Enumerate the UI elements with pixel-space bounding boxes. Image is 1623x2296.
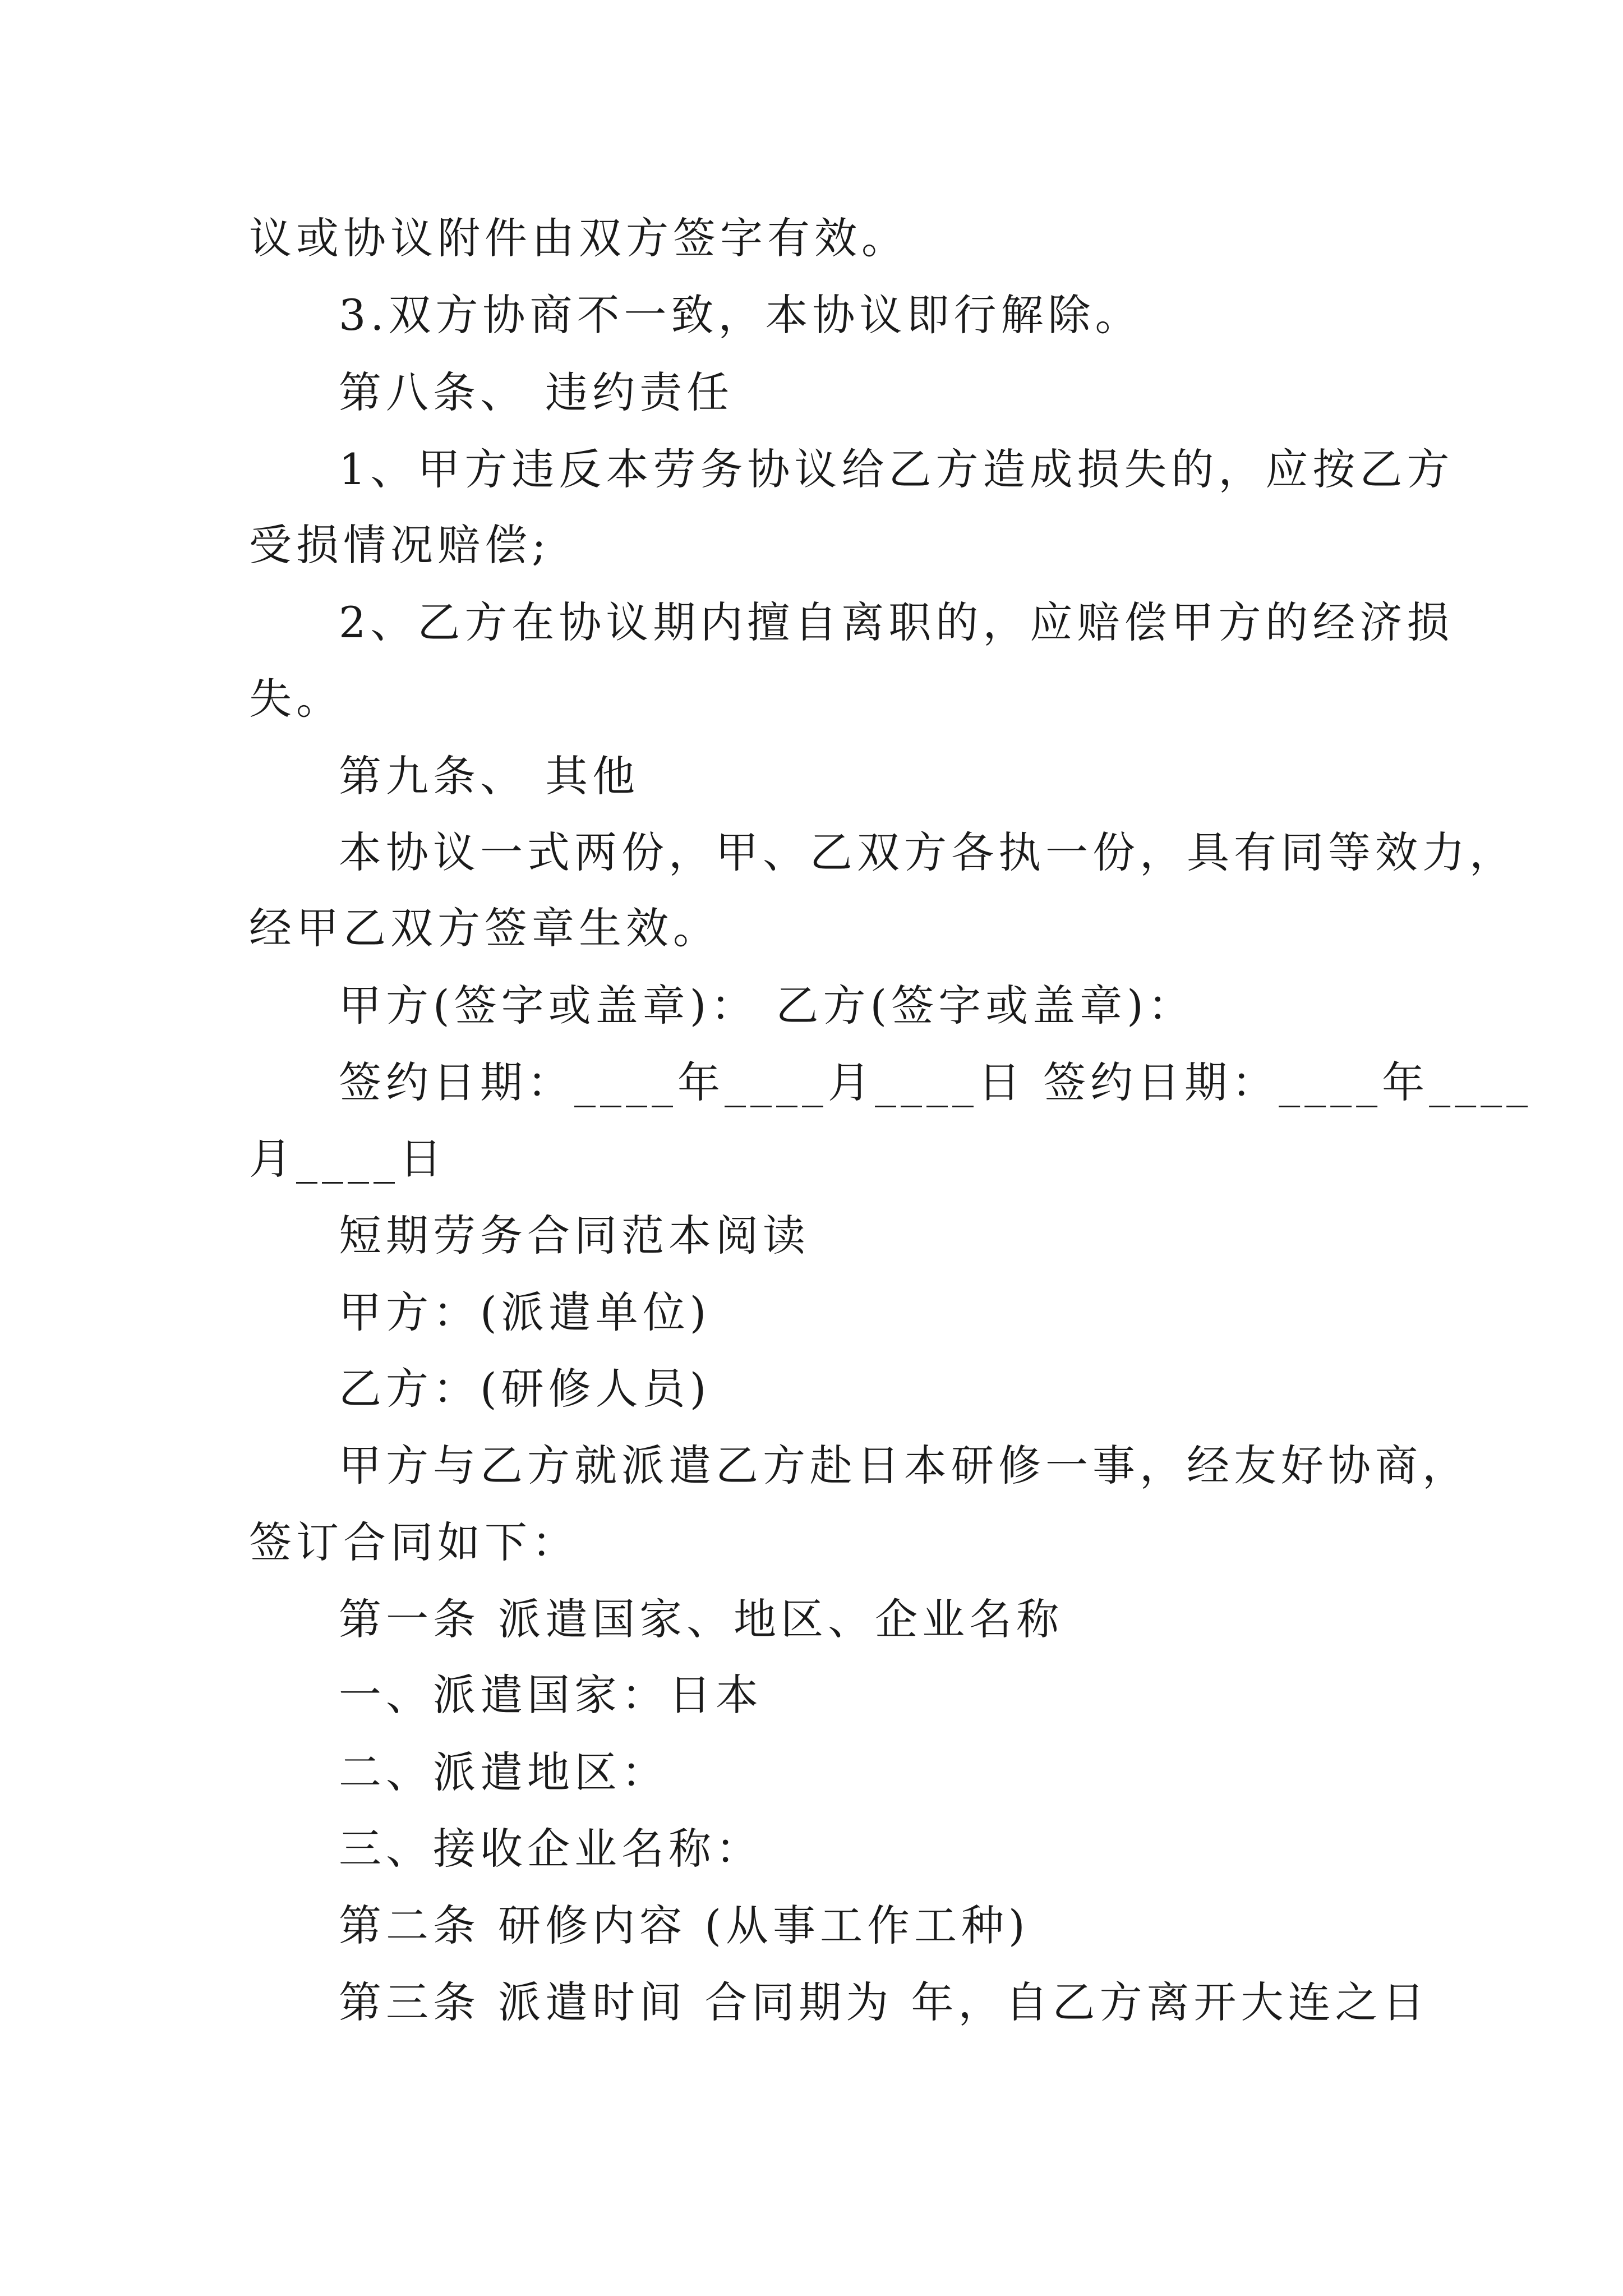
signing-date-line: 签约日期：____年____月____日 签约日期：____年____ <box>339 1057 1533 1107</box>
text-line-clause: 一、派遣国家：日本 <box>339 1670 763 1720</box>
text-line-clause: 3.双方协商不一致，本协议即行解除。 <box>339 290 1142 340</box>
text-line-clause: 本协议一式两份，甲、乙双方各执一份，具有同等效力， <box>339 827 1516 877</box>
article-3-heading: 第三条 派遣时间 合同期为 年，自乙方离开大连之日 <box>339 1977 1430 2027</box>
text-line-clause: 二、派遣地区： <box>339 1747 668 1797</box>
text-line-clause: 甲方与乙方就派遣乙方赴日本研修一事，经友好协商， <box>339 1441 1469 1490</box>
article-9-heading: 第九条、 其他 <box>339 751 640 801</box>
text-line-continuation: 月____日 <box>249 1134 446 1184</box>
article-2-heading: 第二条 研修内容 (从事工作工种) <box>339 1901 1030 1950</box>
text-line-continuation: 失。 <box>249 674 343 724</box>
article-8-heading: 第八条、 违约责任 <box>339 367 734 417</box>
signature-line: 甲方(签字或盖章)： 乙方(签字或盖章)： <box>339 981 1195 1030</box>
text-line-continuation: 签订合同如下： <box>249 1517 579 1567</box>
party-a-line: 甲方：(派遣单位) <box>339 1287 711 1337</box>
party-b-line: 乙方：(研修人员) <box>339 1364 711 1414</box>
text-line-continuation: 议或协议附件由双方签字有效。 <box>249 213 909 263</box>
article-1-heading: 第一条 派遣国家、地区、企业名称 <box>339 1594 1064 1644</box>
text-line-clause: 三、接收企业名称： <box>339 1824 763 1874</box>
text-line-clause: 2、乙方在协议期内擅自离职的，应赔偿甲方的经济损 <box>339 597 1454 647</box>
contract-title: 短期劳务合同范本阅读 <box>339 1211 810 1260</box>
text-line-continuation: 受损情况赔偿; <box>249 520 551 570</box>
text-line-clause: 1、甲方违反本劳务协议给乙方造成损失的，应按乙方 <box>339 444 1454 494</box>
text-line-continuation: 经甲乙双方签章生效。 <box>249 903 720 953</box>
